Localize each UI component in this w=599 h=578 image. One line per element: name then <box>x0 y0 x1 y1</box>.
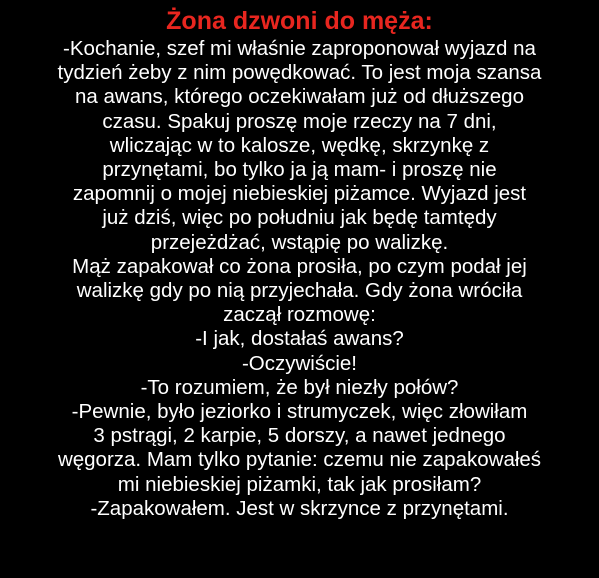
joke-line: przynętami, bo tylko ja ją mam- i proszę nie <box>102 158 497 182</box>
joke-line: 3 pstrągi, 2 karpie, 5 dorszy, a nawet jednego <box>93 424 506 448</box>
joke-line: zapomnij o mojej niebieskiej piżamce. Wyjazd jest <box>72 182 527 206</box>
joke-line: -To rozumiem, że był niezły połów? <box>140 375 459 399</box>
joke-line: już dziś, więc po południu jak będę tamtędy <box>102 206 497 230</box>
joke-line: węgorza. Mam tylko pytanie: czemu nie zapakowałeś <box>57 448 542 472</box>
joke-line: mi niebieskiej piżamki, tak jak prosiłam? <box>117 472 482 496</box>
joke-body <box>0 37 599 521</box>
joke-line: -Pewnie, było jeziorko i strumyczek, więc złowiłam <box>71 400 528 424</box>
joke-line: walizkę gdy po nią przyjechała. Gdy żona wróciła <box>76 279 523 303</box>
joke-line: przejeżdżać, wstąpię po walizkę. <box>150 230 449 254</box>
joke-line: Mąż zapakował co żona prosiła, po czym podał jej <box>72 254 527 278</box>
joke-line: -I jak, dostałaś awans? <box>195 327 404 351</box>
joke-line: -Oczywiście! <box>241 351 358 375</box>
joke-line: na awans, którego oczekiwałam już od dłuższego <box>75 85 524 109</box>
joke-line: -Kochanie, szef mi właśnie zaproponował wyjazd na <box>63 37 536 60</box>
joke-line: tydzień żeby z nim powędkować. To jest moja szansa <box>57 61 542 85</box>
joke-line: zaczął rozmowę: <box>223 303 376 327</box>
joke-line: czasu. Spakuj proszę moje rzeczy na 7 dni, <box>102 109 497 133</box>
joke-line: -Zapakowałem. Jest w skrzynce z przynętami. <box>90 496 509 520</box>
joke-line: wliczając w to kalosze, wędkę, skrzynkę z <box>109 133 490 157</box>
joke-title: Żona dzwoni do męża: <box>166 7 433 35</box>
